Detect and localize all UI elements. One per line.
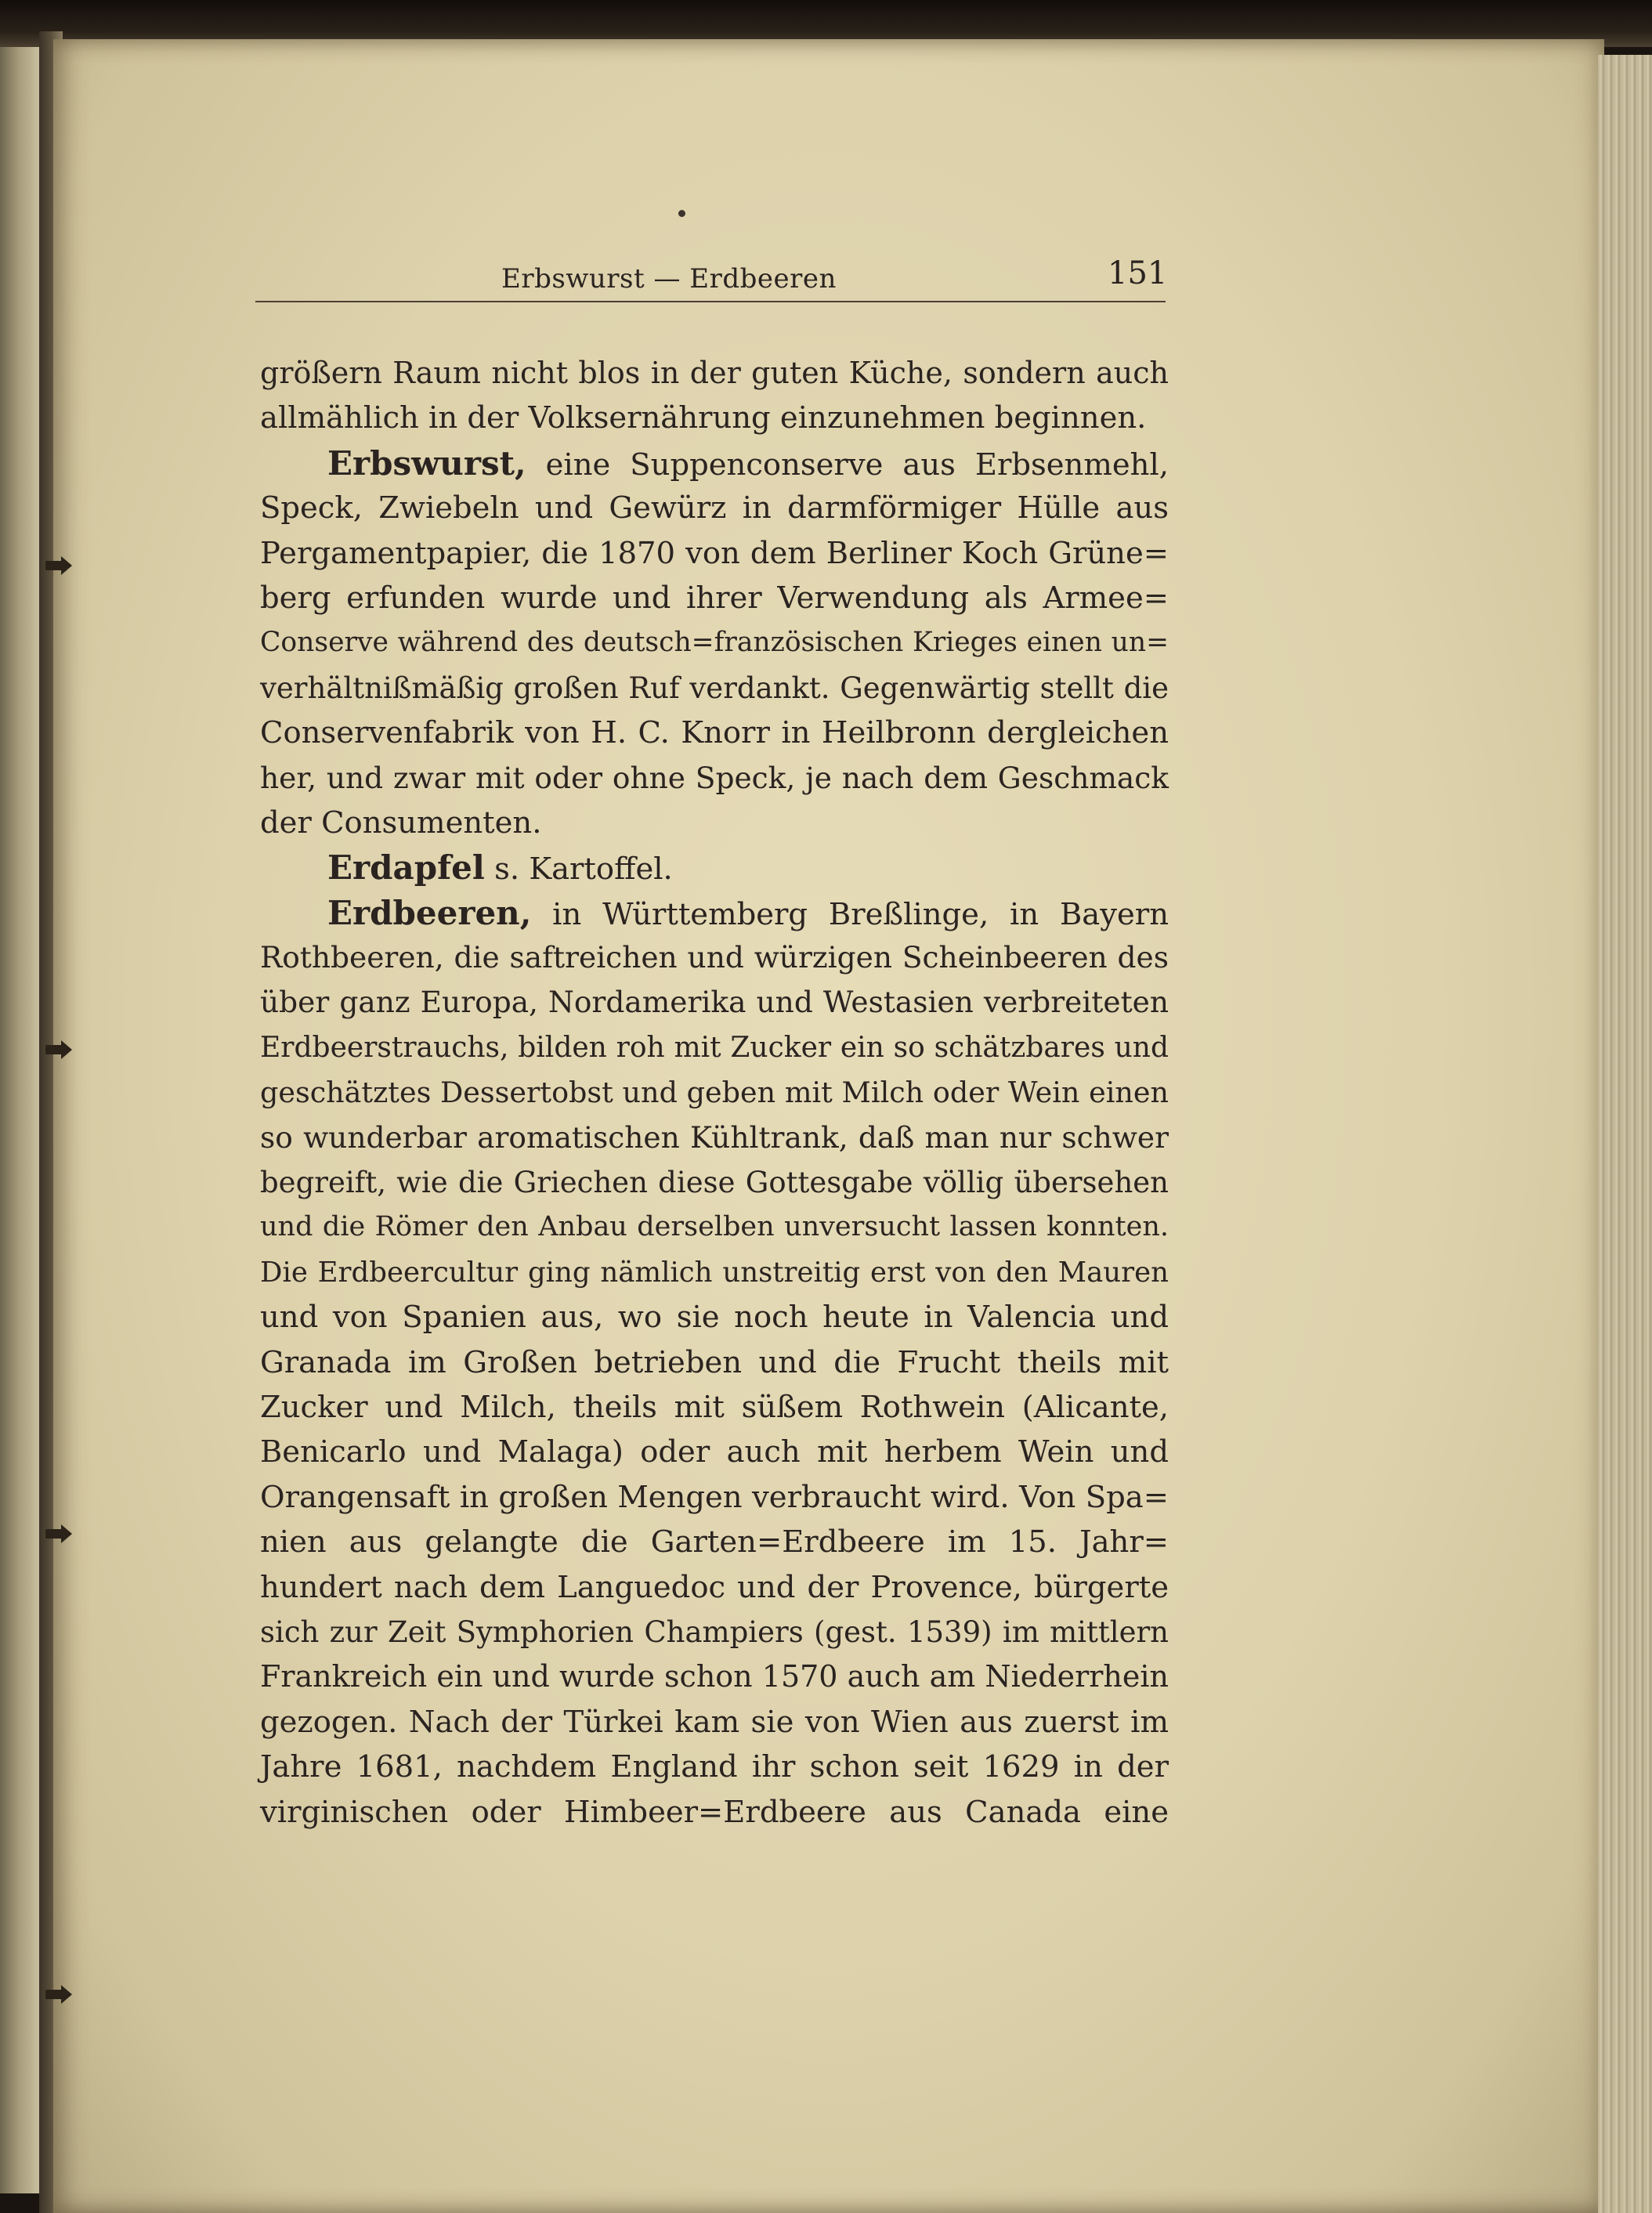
headword: Erdbeeren, bbox=[327, 893, 532, 932]
text-line: Jahre 1681, nachdem England ihr schon seit 1629 in der bbox=[260, 1749, 1169, 1785]
text-line: Benicarlo und Malaga) oder auch mit herbem Wein und bbox=[260, 1434, 1169, 1470]
right-page-block-edge bbox=[1598, 55, 1652, 2213]
text-line: und die Römer den Anbau derselben unversucht lassen konnten. bbox=[260, 1211, 1169, 1243]
text-line: begreift, wie die Griechen diese Gottesgabe völlig übersehen bbox=[260, 1166, 1169, 1200]
text-line: Frankreich ein und wurde schon 1570 auch am Niederrhein bbox=[260, 1659, 1169, 1694]
text-line: allmählich in der Volksernährung einzunehmen beginnen. bbox=[260, 400, 1147, 436]
text-line: sich zur Zeit Symphorien Champiers (gest. 1539) im mittlern bbox=[260, 1615, 1169, 1649]
text-line: Die Erdbeercultur ging nämlich unstreitig erst von den Mauren bbox=[260, 1256, 1169, 1289]
text-line: Granada im Großen betrieben und die Frucht theils mit bbox=[260, 1344, 1169, 1380]
text-line: Conserve während des deutsch=französischen Krieges einen un= bbox=[260, 627, 1169, 659]
text-line: berg erfunden wurde und ihrer Verwendung als Armee= bbox=[260, 580, 1169, 616]
header-rule bbox=[255, 301, 1166, 302]
text-line: über ganz Europa, Nordamerika und Westasien verbreiteten bbox=[260, 985, 1169, 1020]
text-line: größern Raum nicht blos in der guten Küche, sondern auch bbox=[260, 356, 1169, 390]
binding-tack-icon bbox=[45, 1990, 66, 1999]
binding-tack-icon bbox=[45, 1529, 66, 1539]
running-head: Erbswurst — Erdbeeren bbox=[501, 263, 837, 295]
text-line: her, und zwar mit oder ohne Speck, je nach dem Geschmack bbox=[260, 760, 1169, 795]
text-line: der Consumenten. bbox=[260, 805, 542, 841]
text-line: Conservenfabrik von H. C. Knorr in Heilbronn dergleichen bbox=[260, 715, 1169, 751]
binding-tack-icon bbox=[45, 1045, 66, 1054]
text-line: verhältnißmäßig großen Ruf verdankt. Gegenwärtig stellt die bbox=[260, 671, 1169, 705]
headword: Erdapfel bbox=[327, 848, 485, 888]
ink-dot bbox=[678, 210, 685, 217]
text-line: Orangensaft in großen Mengen verbraucht wird. Von Spa= bbox=[260, 1479, 1169, 1515]
text-line: gezogen. Nach der Türkei kam sie von Wien aus zuerst im bbox=[260, 1704, 1169, 1740]
text-line: geschätztes Dessertobst und geben mit Milch oder Wein einen bbox=[260, 1076, 1169, 1110]
binding-tack-icon bbox=[45, 561, 66, 570]
text-line: nien aus gelangte die Garten=Erdbeere im 15. Jahr= bbox=[260, 1524, 1169, 1560]
text-line: Erdbeerstrauchs, bilden roh mit Zucker ein so schätzbares und bbox=[260, 1031, 1169, 1064]
text-line: virginischen oder Himbeer=Erdbeere aus Canada eine bbox=[260, 1794, 1169, 1830]
text-line: und von Spanien aus, wo sie noch heute in Valencia und bbox=[260, 1300, 1169, 1336]
text-line: Zucker und Milch, theils mit süßem Rothwein (Alicante, bbox=[260, 1389, 1169, 1425]
entry-line: Erdapfel s. Kartoffel. bbox=[327, 848, 673, 888]
headword: Erbswurst, bbox=[327, 443, 526, 483]
text-line: Speck, Zwiebeln und Gewürz in darmförmiger Hülle aus bbox=[260, 490, 1169, 526]
body-text bbox=[260, 351, 1169, 1835]
text-line: hundert nach dem Languedoc und der Provence, bürgerte bbox=[260, 1569, 1169, 1605]
text-line: so wunderbar aromatischen Kühltrank, daß man nur schwer bbox=[260, 1119, 1169, 1155]
text-line: Pergamentpapier, die 1870 von dem Berliner Koch Grüne= bbox=[260, 535, 1169, 571]
text-line: Rothbeeren, die saftreichen und würzigen Scheinbeeren des bbox=[260, 940, 1169, 975]
entry-line: Erdbeeren, in Württemberg Breßlinge, in Bayern bbox=[327, 893, 1169, 932]
page-number: 151 bbox=[1108, 255, 1168, 291]
entry-line: Erbswurst, eine Suppenconserve aus Erbsenmehl, bbox=[327, 443, 1169, 483]
